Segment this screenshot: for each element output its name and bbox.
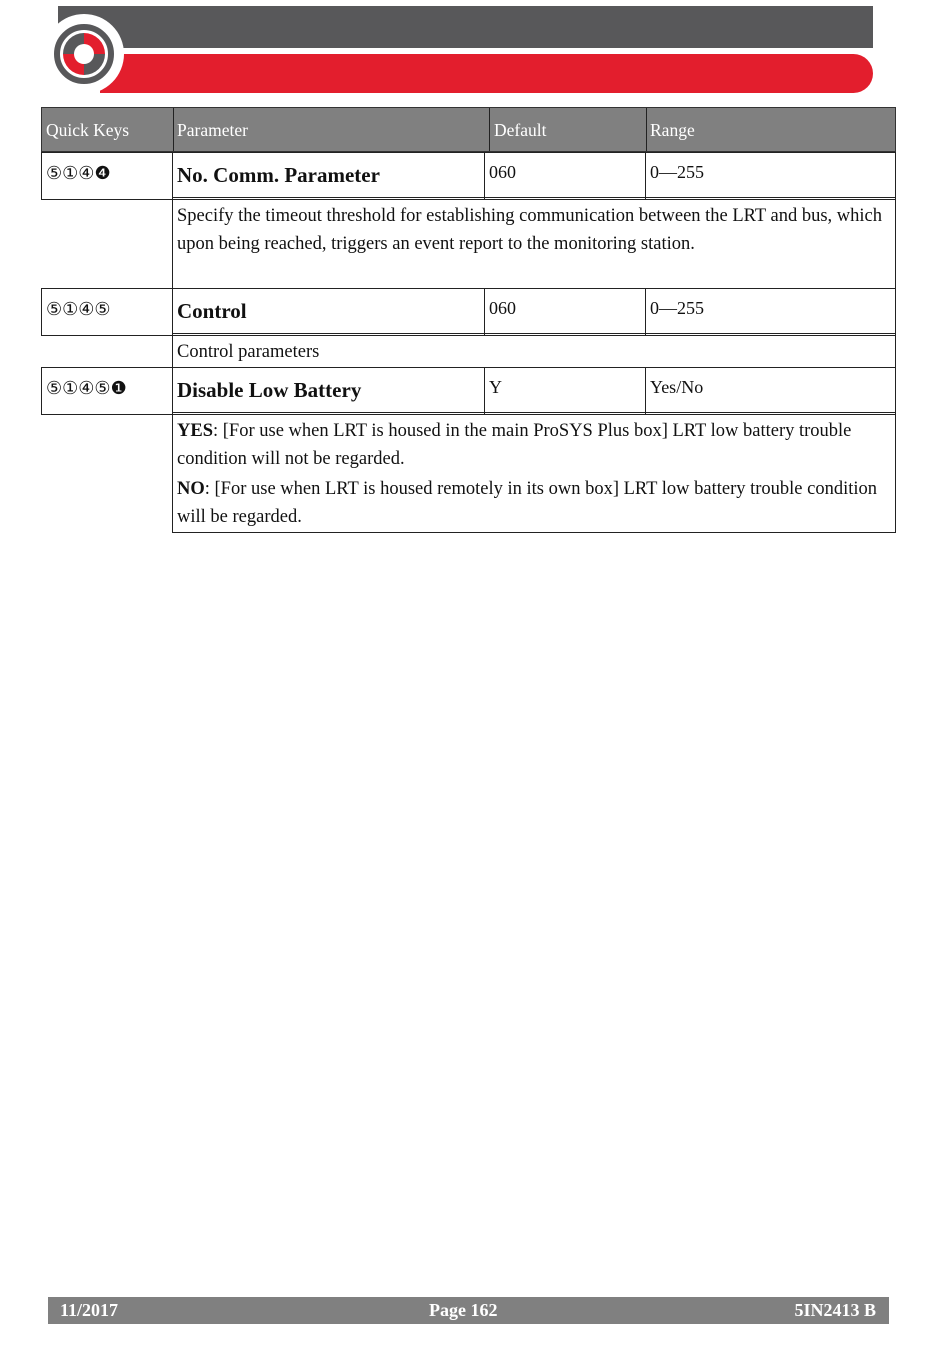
table-row	[41, 367, 896, 415]
default-value: Y	[485, 368, 646, 414]
range-value: Yes/No	[646, 368, 896, 414]
description-yes	[177, 417, 891, 473]
description-term: NO	[177, 479, 205, 499]
default-value: 060	[485, 289, 646, 335]
parameter-description	[172, 333, 896, 368]
description-text: Specify the timeout threshold for establishing communication between the LRT and bus, which upon being reached, triggers an event report to the monitoring station.	[177, 206, 882, 254]
table-row	[41, 152, 896, 200]
col-header-parameter: Parameter	[177, 120, 248, 140]
quick-keys-cell: ⑤①④⑤❶	[41, 368, 173, 414]
description-text: : [For use when LRT is housed in the main ProSYS Plus box] LRT low battery trouble condition will not be regarded.	[177, 421, 852, 469]
range-value: 0—255	[646, 289, 896, 335]
default-value: 060	[485, 153, 646, 199]
header-gray-bar	[58, 6, 873, 48]
footer-doc-id: 5IN2413 B	[794, 1300, 876, 1320]
range-value: 0—255	[646, 153, 896, 199]
page-footer	[48, 1297, 889, 1324]
table-row	[41, 288, 896, 336]
description-text: Control parameters	[177, 342, 320, 362]
footer-date: 11/2017	[60, 1300, 119, 1320]
risco-logo-icon	[54, 24, 114, 84]
description-no	[177, 475, 891, 531]
footer-page-number: Page 162	[429, 1300, 498, 1320]
col-header-range: Range	[650, 120, 695, 140]
col-header-quick-keys: Quick Keys	[46, 120, 130, 140]
quick-keys-cell: ⑤①④⑤	[41, 289, 173, 335]
col-header-default: Default	[494, 120, 547, 140]
quick-keys-cell: ⑤①④❹	[41, 153, 173, 199]
parameter-description	[172, 412, 896, 533]
parameter-name: No. Comm. Parameter	[173, 153, 485, 199]
parameter-name: Disable Low Battery	[173, 368, 485, 414]
parameter-name: Control	[173, 289, 485, 335]
header-red-bar	[100, 54, 873, 93]
description-text: : [For use when LRT is housed remotely in its own box] LRT low battery trouble condition will be regarded.	[177, 479, 878, 527]
description-term: YES	[177, 421, 213, 441]
parameter-description	[172, 197, 896, 289]
table-header-row	[41, 107, 896, 152]
